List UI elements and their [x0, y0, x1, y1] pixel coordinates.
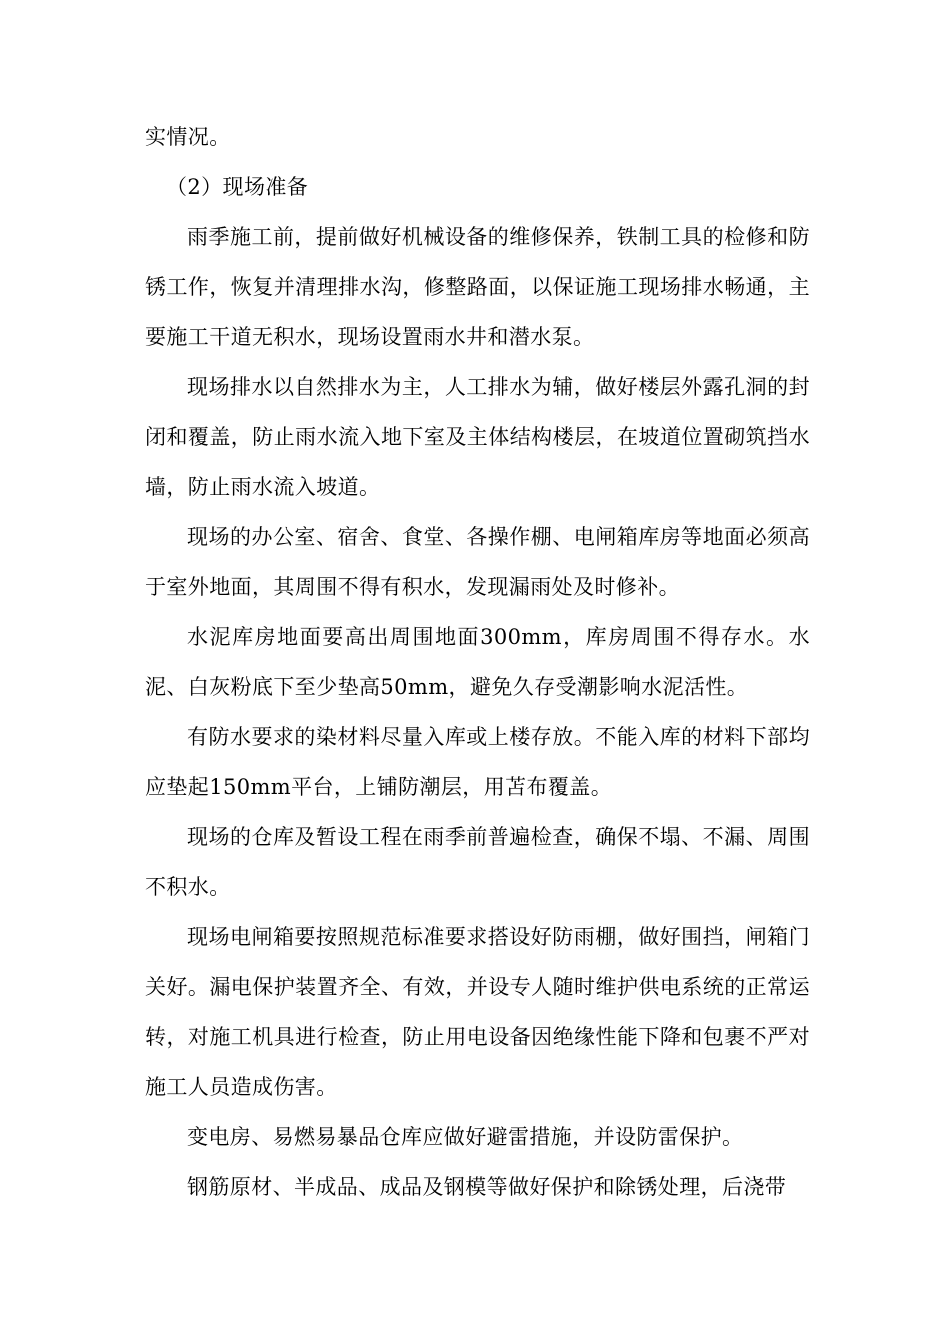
paragraph: 现场电闸箱要按照规范标准要求搭设好防雨棚，做好围挡，闸箱门关好。漏电保护装置齐全、有效，并设专人随时维护供电系统的正常运转，对施工机具进行检查，防止用电设备因绝缘性能下降和包裹不严对施工人员造成伤害。: [145, 925, 810, 1099]
section-heading: （2）现场准备: [166, 175, 309, 199]
paragraph: 有防水要求的染材料尽量入库或上楼存放。不能入库的材料下部均应垫起150mm平台，上铺防潮层，用苫布覆盖。: [145, 725, 810, 799]
paragraph: 变电房、易燃易暴品仓库应做好避雷措施，并设防雷保护。: [187, 1125, 744, 1149]
paragraph: 钢筋原材、半成品、成品及钢模等做好保护和除锈处理，后浇带: [187, 1175, 787, 1199]
paragraph: 雨季施工前，提前做好机械设备的维修保养，铁制工具的检修和防锈工作，恢复并清理排水沟，修整路面，以保证施工现场排水畅通，主要施工干道无积水，现场设置雨水井和潜水泵。: [145, 225, 810, 349]
document-page: [145, 112, 810, 1212]
paragraph: 现场排水以自然排水为主，人工排水为辅，做好楼层外露孔洞的封闭和覆盖，防止雨水流入地下室及主体结构楼层，在坡道位置砌筑挡水墙，防止雨水流入坡道。: [145, 375, 810, 499]
paragraph: 水泥库房地面要高出周围地面300mm，库房周围不得存水。水泥、白灰粉底下至少垫高50mm，避免久存受潮影响水泥活性。: [145, 625, 810, 699]
paragraph: 现场的办公室、宿舍、食堂、各操作棚、电闸箱库房等地面必须高于室外地面，其周围不得有积水，发现漏雨处及时修补。: [145, 525, 810, 599]
paragraph-continuation: 实情况。: [145, 125, 231, 149]
paragraph: 现场的仓库及暂设工程在雨季前普遍检查，确保不塌、不漏、周围不积水。: [145, 825, 810, 899]
